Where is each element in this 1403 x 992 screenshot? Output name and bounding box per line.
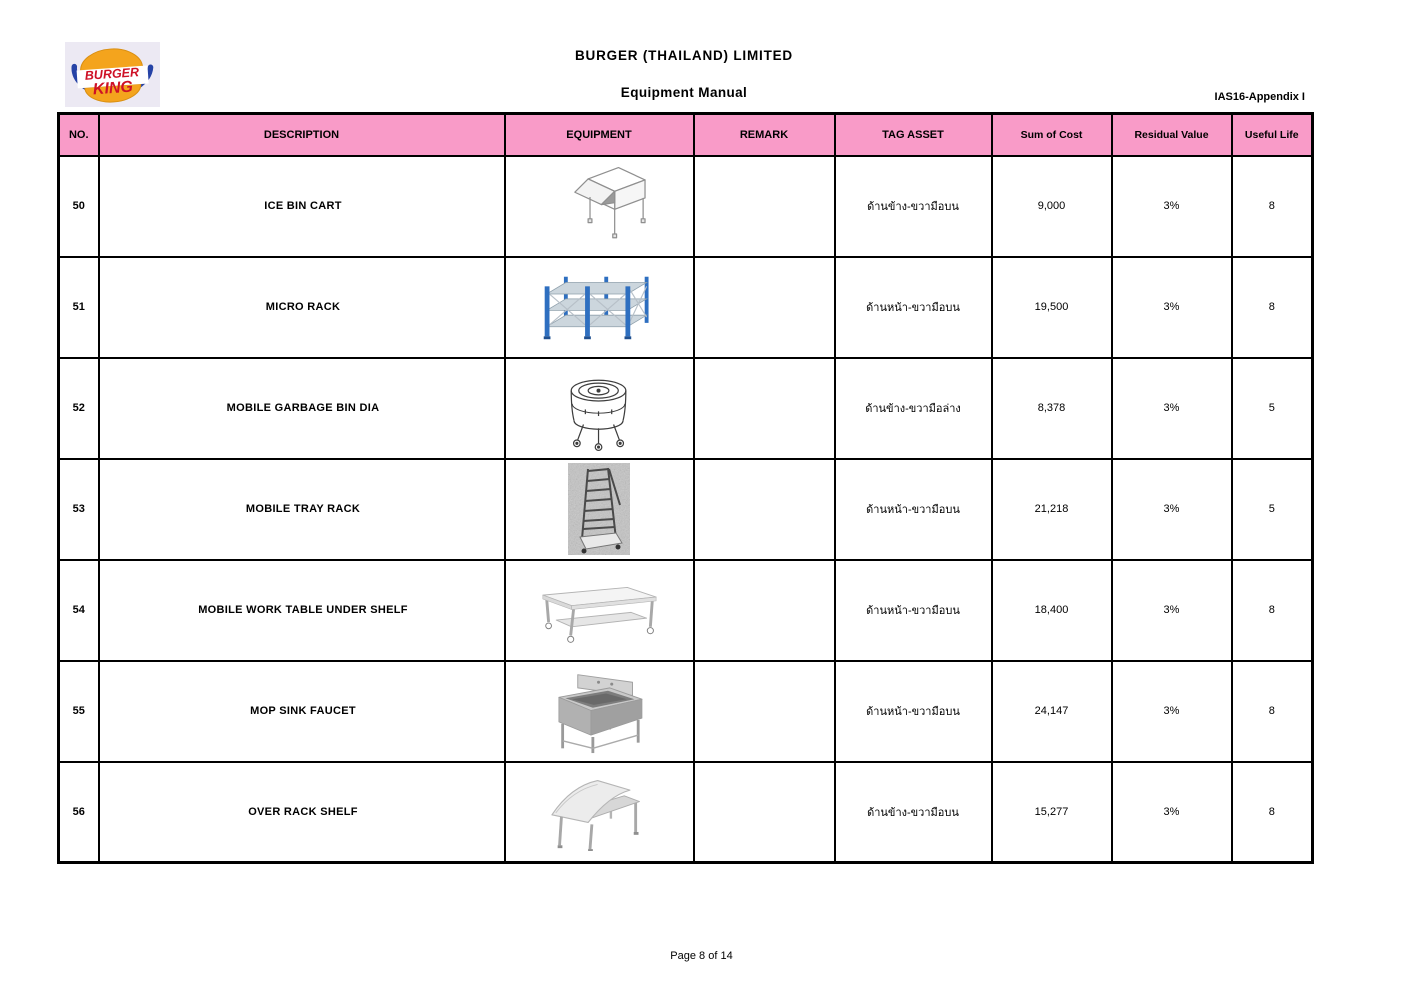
equipment-cell bbox=[505, 156, 694, 257]
useful-life-cell: 8 bbox=[1232, 257, 1313, 358]
row-number-cell: 51 bbox=[59, 257, 99, 358]
table-row bbox=[59, 156, 1313, 257]
sum-of-cost-cell: 18,400 bbox=[992, 560, 1112, 661]
micro-rack-image bbox=[537, 269, 662, 346]
tag-asset-cell: ด้านหน้า-ขวามือบน bbox=[835, 560, 992, 661]
table-row bbox=[59, 257, 1313, 358]
description-cell: MOBILE WORK TABLE UNDER SHELF bbox=[99, 560, 505, 661]
tag-asset-cell: ด้านหน้า-ขวามือบน bbox=[835, 459, 992, 560]
sum-of-cost-cell: 21,218 bbox=[992, 459, 1112, 560]
ice-bin-cart-image bbox=[552, 160, 647, 252]
description-cell: ICE BIN CART bbox=[99, 156, 505, 257]
useful-life-cell: 5 bbox=[1232, 459, 1313, 560]
equipment-table-body bbox=[59, 156, 1313, 863]
column-header-description: DESCRIPTION bbox=[99, 114, 505, 156]
row-number-cell: 55 bbox=[59, 661, 99, 762]
document-title: Equipment Manual bbox=[620, 85, 748, 100]
equipment-cell bbox=[505, 762, 694, 863]
equipment-cell bbox=[505, 257, 694, 358]
row-number-cell: 53 bbox=[59, 459, 99, 560]
row-number-cell: 54 bbox=[59, 560, 99, 661]
column-header-residual-value: Residual Value bbox=[1112, 114, 1232, 156]
logo-text-burger: BURGER bbox=[84, 65, 140, 83]
sum-of-cost-cell: 15,277 bbox=[992, 762, 1112, 863]
residual-value-cell: 3% bbox=[1112, 459, 1232, 560]
row-number-cell: 50 bbox=[59, 156, 99, 257]
useful-life-cell: 8 bbox=[1232, 661, 1313, 762]
description-cell: OVER RACK SHELF bbox=[99, 762, 505, 863]
mobile-tray-rack-image bbox=[568, 463, 630, 555]
page-number: Page 8 of 14 bbox=[670, 950, 733, 962]
description-cell: MOP SINK FAUCET bbox=[99, 661, 505, 762]
sum-of-cost-cell: 9,000 bbox=[992, 156, 1112, 257]
description-cell: MOBILE GARBAGE BIN DIA bbox=[99, 358, 505, 459]
sum-of-cost-cell: 19,500 bbox=[992, 257, 1112, 358]
row-number-cell: 52 bbox=[59, 358, 99, 459]
residual-value-cell: 3% bbox=[1112, 358, 1232, 459]
appendix-label: IAS16-Appendix I bbox=[1214, 91, 1305, 103]
table-row bbox=[59, 459, 1313, 560]
column-header-useful-life: Useful Life bbox=[1232, 114, 1313, 156]
residual-value-cell: 3% bbox=[1112, 661, 1232, 762]
column-header-remark: REMARK bbox=[694, 114, 835, 156]
column-header-equipment: EQUIPMENT bbox=[505, 114, 694, 156]
table-row bbox=[59, 661, 1313, 762]
row-number-cell: 56 bbox=[59, 762, 99, 863]
table-row bbox=[59, 358, 1313, 459]
company-name: BURGER (THAILAND) LIMITED bbox=[575, 48, 793, 63]
useful-life-cell: 5 bbox=[1232, 358, 1313, 459]
column-header-sum-of-cost: Sum of Cost bbox=[992, 114, 1112, 156]
description-cell: MOBILE TRAY RACK bbox=[99, 459, 505, 560]
equipment-cell bbox=[505, 661, 694, 762]
tag-asset-cell: ด้านหน้า-ขวามือบน bbox=[835, 661, 992, 762]
remark-cell bbox=[694, 560, 835, 661]
sum-of-cost-cell: 24,147 bbox=[992, 661, 1112, 762]
sum-of-cost-cell: 8,378 bbox=[992, 358, 1112, 459]
over-rack-shelf-image bbox=[542, 773, 657, 851]
useful-life-cell: 8 bbox=[1232, 560, 1313, 661]
equipment-table bbox=[57, 112, 1314, 864]
residual-value-cell: 3% bbox=[1112, 560, 1232, 661]
residual-value-cell: 3% bbox=[1112, 762, 1232, 863]
table-row bbox=[59, 560, 1313, 661]
column-header-tag-asset: TAG ASSET bbox=[835, 114, 992, 156]
tag-asset-cell: ด้านข้าง-ขวามือบน bbox=[835, 762, 992, 863]
table-header-row bbox=[59, 114, 1313, 156]
remark-cell bbox=[694, 459, 835, 560]
equipment-cell bbox=[505, 560, 694, 661]
useful-life-cell: 8 bbox=[1232, 762, 1313, 863]
residual-value-cell: 3% bbox=[1112, 156, 1232, 257]
remark-cell bbox=[694, 257, 835, 358]
mobile-work-table-image bbox=[539, 574, 659, 646]
column-header-no: NO. bbox=[59, 114, 99, 156]
tag-asset-cell: ด้านหน้า-ขวามือบน bbox=[835, 257, 992, 358]
tag-asset-cell: ด้านข้าง-ขวามือบน bbox=[835, 156, 992, 257]
remark-cell bbox=[694, 762, 835, 863]
tag-asset-cell: ด้านข้าง-ขวามือล่าง bbox=[835, 358, 992, 459]
mobile-garbage-bin-image bbox=[559, 366, 639, 451]
remark-cell bbox=[694, 156, 835, 257]
table-row bbox=[59, 762, 1313, 863]
residual-value-cell: 3% bbox=[1112, 257, 1232, 358]
useful-life-cell: 8 bbox=[1232, 156, 1313, 257]
equipment-cell bbox=[505, 459, 694, 560]
mop-sink-faucet-image bbox=[549, 669, 649, 754]
logo-text-king: KING bbox=[92, 78, 134, 99]
description-cell: MICRO RACK bbox=[99, 257, 505, 358]
remark-cell bbox=[694, 661, 835, 762]
equipment-cell bbox=[505, 358, 694, 459]
remark-cell bbox=[694, 358, 835, 459]
